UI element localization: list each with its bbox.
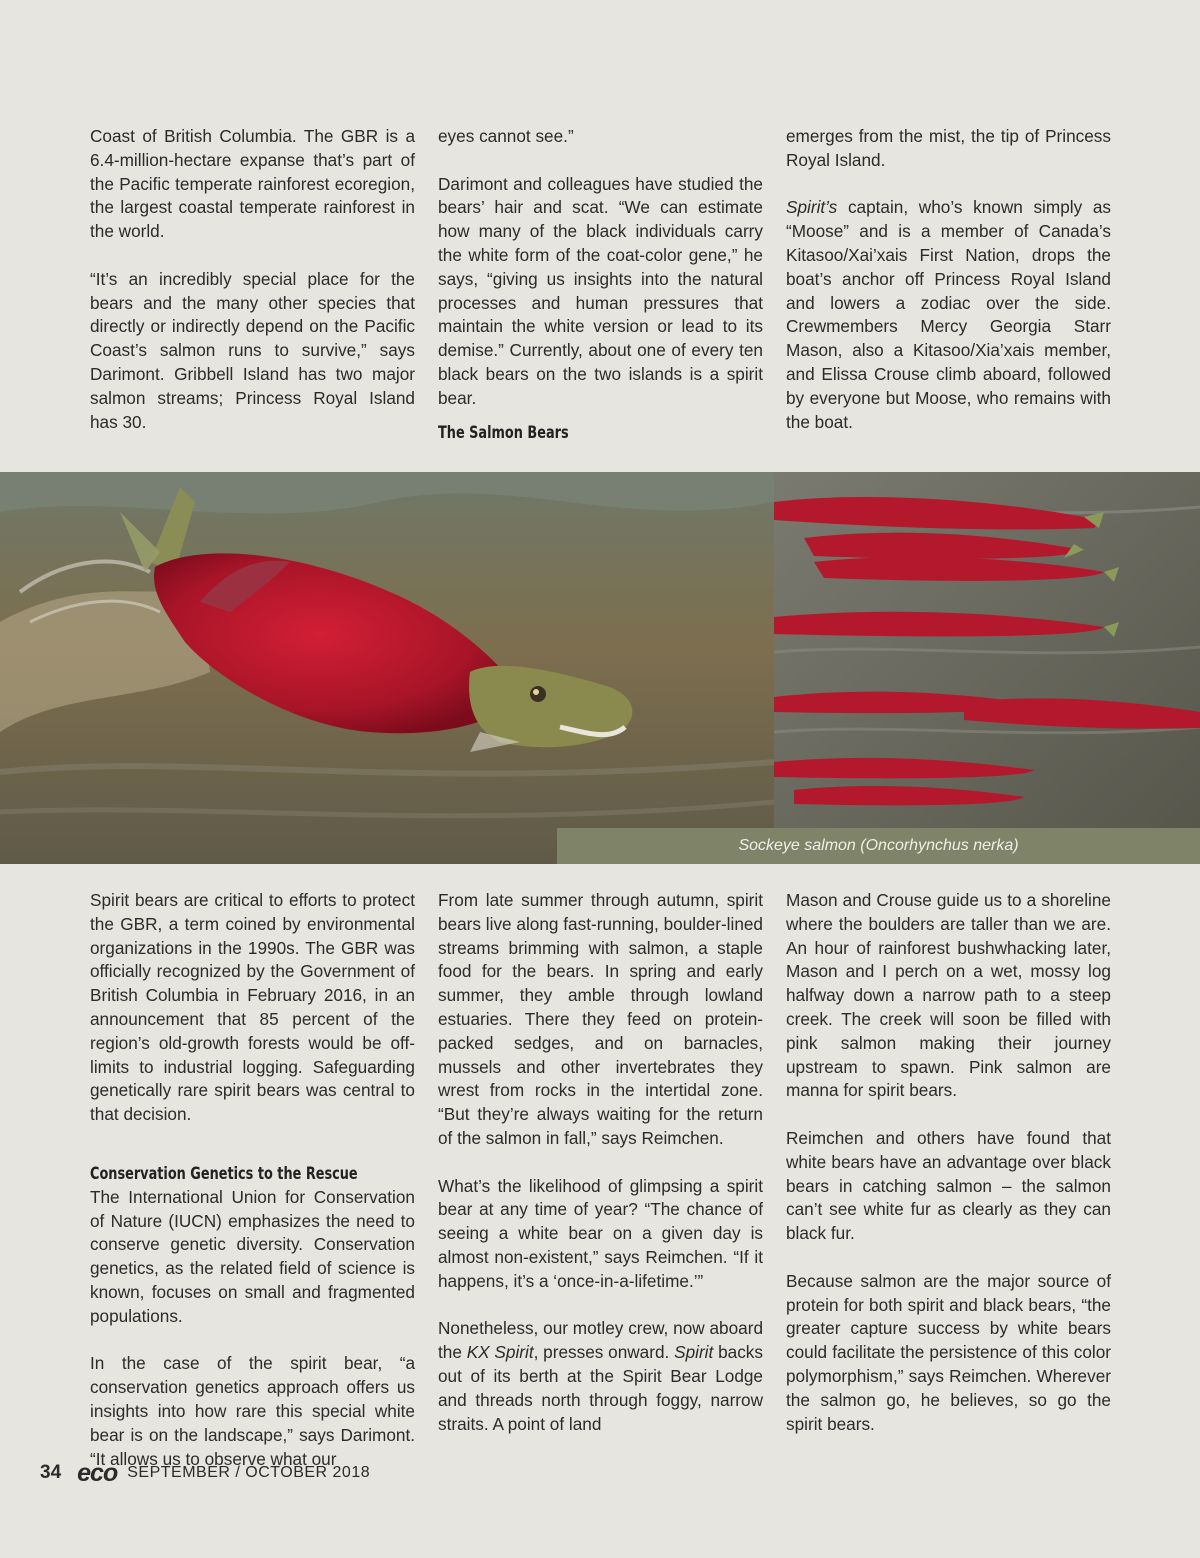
- magazine-logo: eco: [77, 1458, 118, 1487]
- paragraph: Because salmon are the major source of protein for both spirit and black bears, “the greater capture success by white bears could facilitate the persistence of this color polymorphism,” says Reimchen. Wherever the salmon go, he believes, so go the spirit bears.: [786, 1270, 1111, 1434]
- issue-date: SEPTEMBER / OCTOBER 2018: [127, 1464, 371, 1481]
- paragraph: Darimont and colleagues have studied the bears’ hair and scat. “We can estimate how many of the black individuals carry the white form of the coat-color gene,” he says, “giving us insights into the natural processes and human pressures that maintain the white version or lead to its demise.” Currently, about one of every ten black bears on the two islands is a spirit bear.: [438, 173, 763, 408]
- paragraph: “It’s an incredibly special place for the bears and the many other species that directly or indirectly depend on the Pacific Coast’s salmon runs to survive,” says Darimont. Gribbell Island has two major salmon streams; Princess Royal Island has 30.: [90, 268, 415, 432]
- paragraph-text: , presses onward.: [533, 1342, 675, 1363]
- section-heading-conservation-genetics: Conservation Genetics to the Rescue: [90, 1163, 358, 1183]
- top-column-2: [438, 125, 763, 444]
- paragraph: Coast of British Columbia. The GBR is a 6.4-million-hectare expanse that’s part of the Pacific temperate rainforest ecoregion, the largest coastal temperate rainforest in the world.: [90, 126, 415, 242]
- bottom-column-1: [90, 889, 415, 1471]
- paragraph: Reimchen and others have found that white bears have an advantage over black bears in catching salmon – the salmon can’t see white fur as clearly as they can black fur.: [786, 1127, 1111, 1244]
- paragraph: In the case of the spirit bear, “a conservation genetics approach offers us insights into how rare this special white bear is on the landscape,” says Darimont. “It allows us to observe what our: [90, 1353, 415, 1469]
- bottom-column-3: [786, 889, 1111, 1436]
- paragraph-text: backs out of its berth at the Spirit Bear Lodge and threads north through foggy, narrow straits. A point of land: [438, 1342, 763, 1434]
- paragraph: eyes cannot see.”: [438, 126, 574, 146]
- paragraph: emerges from the mist, the tip of Princess Royal Island.: [786, 126, 1111, 170]
- paragraph: What’s the likelihood of glimpsing a spirit bear at any time of year? “The chance of seeing a white bear on a given day is almost non-existent,” says Reimchen. “If it happens, it’s a ‘once-in-a-lifetime.’”: [438, 1175, 763, 1291]
- section-heading-salmon-bears: The Salmon Bears: [438, 422, 569, 442]
- boat-name-italic: Spirit: [674, 1342, 714, 1363]
- photo-sockeye-salmon-school: [774, 472, 1200, 864]
- page-number: 34: [40, 1462, 62, 1483]
- boat-name-italic: Spirit’s: [786, 197, 838, 218]
- boat-name-italic: KX Spirit: [466, 1342, 534, 1363]
- paragraph: Spirit bears are critical to efforts to protect the GBR, a term coined by environmental organizations in the 1990s. The GBR was officially recognized by the Government of British Columbia in February 2016, in an announcement that 85 percent of the region’s old-growth forests would be off-limits to industrial logging. Safeguarding genetically rare spirit bears was central to that decision.: [90, 890, 415, 1125]
- paragraph-text: captain, who’s known simply as “Moose” and is a member of Canada’s Kitasoo/Xai’xais First Nation, drops the boat’s anchor off Princess Royal Island and lowers a zodiac over the side. Crewmembers Mercy Georgia Starr Mason, also a Kitasoo/Xia’xais member, and Elissa Crouse climb aboard, followed by everyone but Moose, who remains with the boat.: [786, 197, 1111, 432]
- photo-sockeye-salmon-jumping: [0, 472, 774, 864]
- paragraph: Mason and Crouse guide us to a shoreline where the boulders are taller than we are. An hour of rainforest bushwhacking later, Mason and I perch on a wet, mossy log halfway down a narrow path to a steep creek. The creek will soon be filled with pink salmon making their journey upstream to spawn. Pink salmon are manna for spirit bears.: [786, 890, 1111, 1101]
- top-column-1: [90, 125, 415, 434]
- photo-caption: Sockeye salmon (Oncorhynchus nerka): [557, 828, 1200, 864]
- paragraph: The International Union for Conservation of Nature (IUCN) emphasizes the need to conserve genetic diversity. Conservation genetics, as the related field of science is known, focuses on small and fragmented populations.: [90, 1186, 415, 1326]
- page-footer: [40, 1460, 370, 1486]
- paragraph: From late summer through autumn, spirit bears live along fast-running, boulder-lined streams brimming with salmon, a staple food for the bears. In spring and early summer, they amble through lowland estuaries. There they feed on protein-packed sedges, and on barnacles, mussels and other invertebrates they wrest from rocks in the intertidal zone. “But they’re always waiting for the return of the salmon in fall,” says Reimchen.: [438, 890, 763, 1148]
- paragraph: [438, 1317, 763, 1436]
- top-column-3: [786, 125, 1111, 434]
- paragraph: [786, 196, 1111, 434]
- paragraph-text: Nonetheless, our motley crew, now aboard the: [438, 1318, 763, 1363]
- bottom-column-2: [438, 889, 763, 1436]
